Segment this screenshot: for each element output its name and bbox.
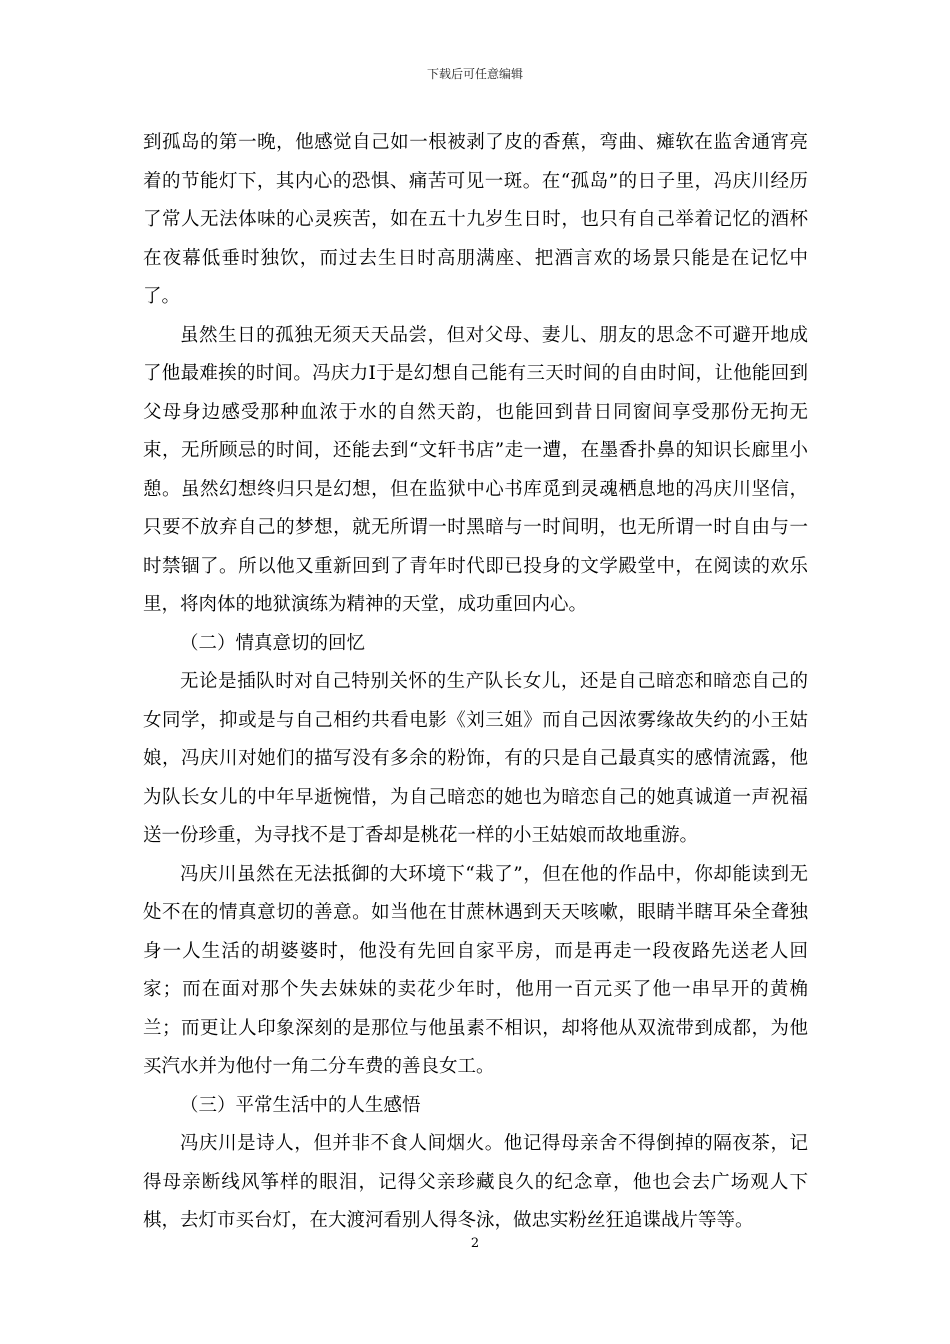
- section-heading-2: （二）情真意切的回忆: [180, 632, 366, 654]
- document-body: [143, 124, 808, 1241]
- paragraph-5: 冯庆川是诗人，但并非不食人间烟火。他记得母亲舍不得倒掉的隔夜茶，记得母亲断线风筝样的眼泪，记得父亲珍藏良久的纪念章，他也会去广场观人下棋，去灯市买台灯，在大渡河看别人得冬泳，做忠实粉丝狂追谍战片等等。: [143, 1133, 808, 1231]
- page-number: 2: [470, 1236, 480, 1251]
- page-header: 下载后可任意编辑: [426, 67, 523, 81]
- paragraph-1: 到孤岛的第一晚，他感觉自己如一根被剥了皮的香蕉，弯曲、瘫软在监舍通宵亮着的节能灯下，其内心的恐惧、痛苦可见一斑。在“孤岛”的日子里，冯庆川经历了常人无法体味的心灵疾苦，如在五十九岁生日时，也只有自己举着记忆的酒杯在夜幕低垂时独饮，而过去生日时高朋满座、把酒言欢的场景只能是在记忆中了。: [143, 132, 808, 307]
- paragraph-3: 无论是插队时对自己特别关怀的生产队长女儿，还是自己暗恋和暗恋自己的女同学，抑或是与自己相约共看电影《刘三姐》而自己因浓雾缘故失约的小王姑娘，冯庆川对她们的描写没有多余的粉饰，有的只是自己最真实的感情流露，他为队长女儿的中年早逝惋惜，为自己暗恋的她也为暗恋自己的她真诚道一声祝福送一份珍重，为寻找不是丁香却是桃花一样的小王姑娘而故地重游。: [143, 671, 808, 846]
- paragraph-4: 冯庆川虽然在无法抵御的大环境下“栽了”，但在他的作品中，你却能读到无处不在的情真意切的善意。如当他在甘蔗林遇到天天咳嗽，眼睛半瞎耳朵全聋独身一人生活的胡婆婆时，他没有先回自家平房，而是再走一段夜路先送老人回家；而在面对那个失去妹妹的卖花少年时，他用一百元买了他一串早开的黄桷兰；而更让人印象深刻的是那位与他虽素不相识，却将他从双流带到成都，为他买汽水并为他付一角二分车费的善良女工。: [143, 863, 808, 1077]
- paragraph-2: 虽然生日的孤独无须天天品尝，但对父母、妻儿、朋友的思念不可避开地成了他最难挨的时间。冯庆力Ⅰ于是幻想自己能有三天时间的自由时间，让他能回到父母身边感受那种血浓于水的自然天韵，也能回到昔日同窗间享受那份无拘无束，无所顾忌的时间，还能去到“文轩书店”走一遭，在墨香扑鼻的知识长廊里小憩。虽然幻想终归只是幻想，但在监狱中心书库觅到灵魂栖息地的冯庆川坚信，只要不放弃自己的梦想，就无所谓一时黑暗与一时间明，也无所谓一时自由与一时禁锢了。所以他又重新回到了青年时代即已投身的文学殿堂中，在阅读的欢乐里，将肉体的地狱演练为精神的天堂，成功重回内心。: [143, 324, 808, 615]
- section-heading-3: （三）平常生活中的人生感悟: [180, 1094, 421, 1116]
